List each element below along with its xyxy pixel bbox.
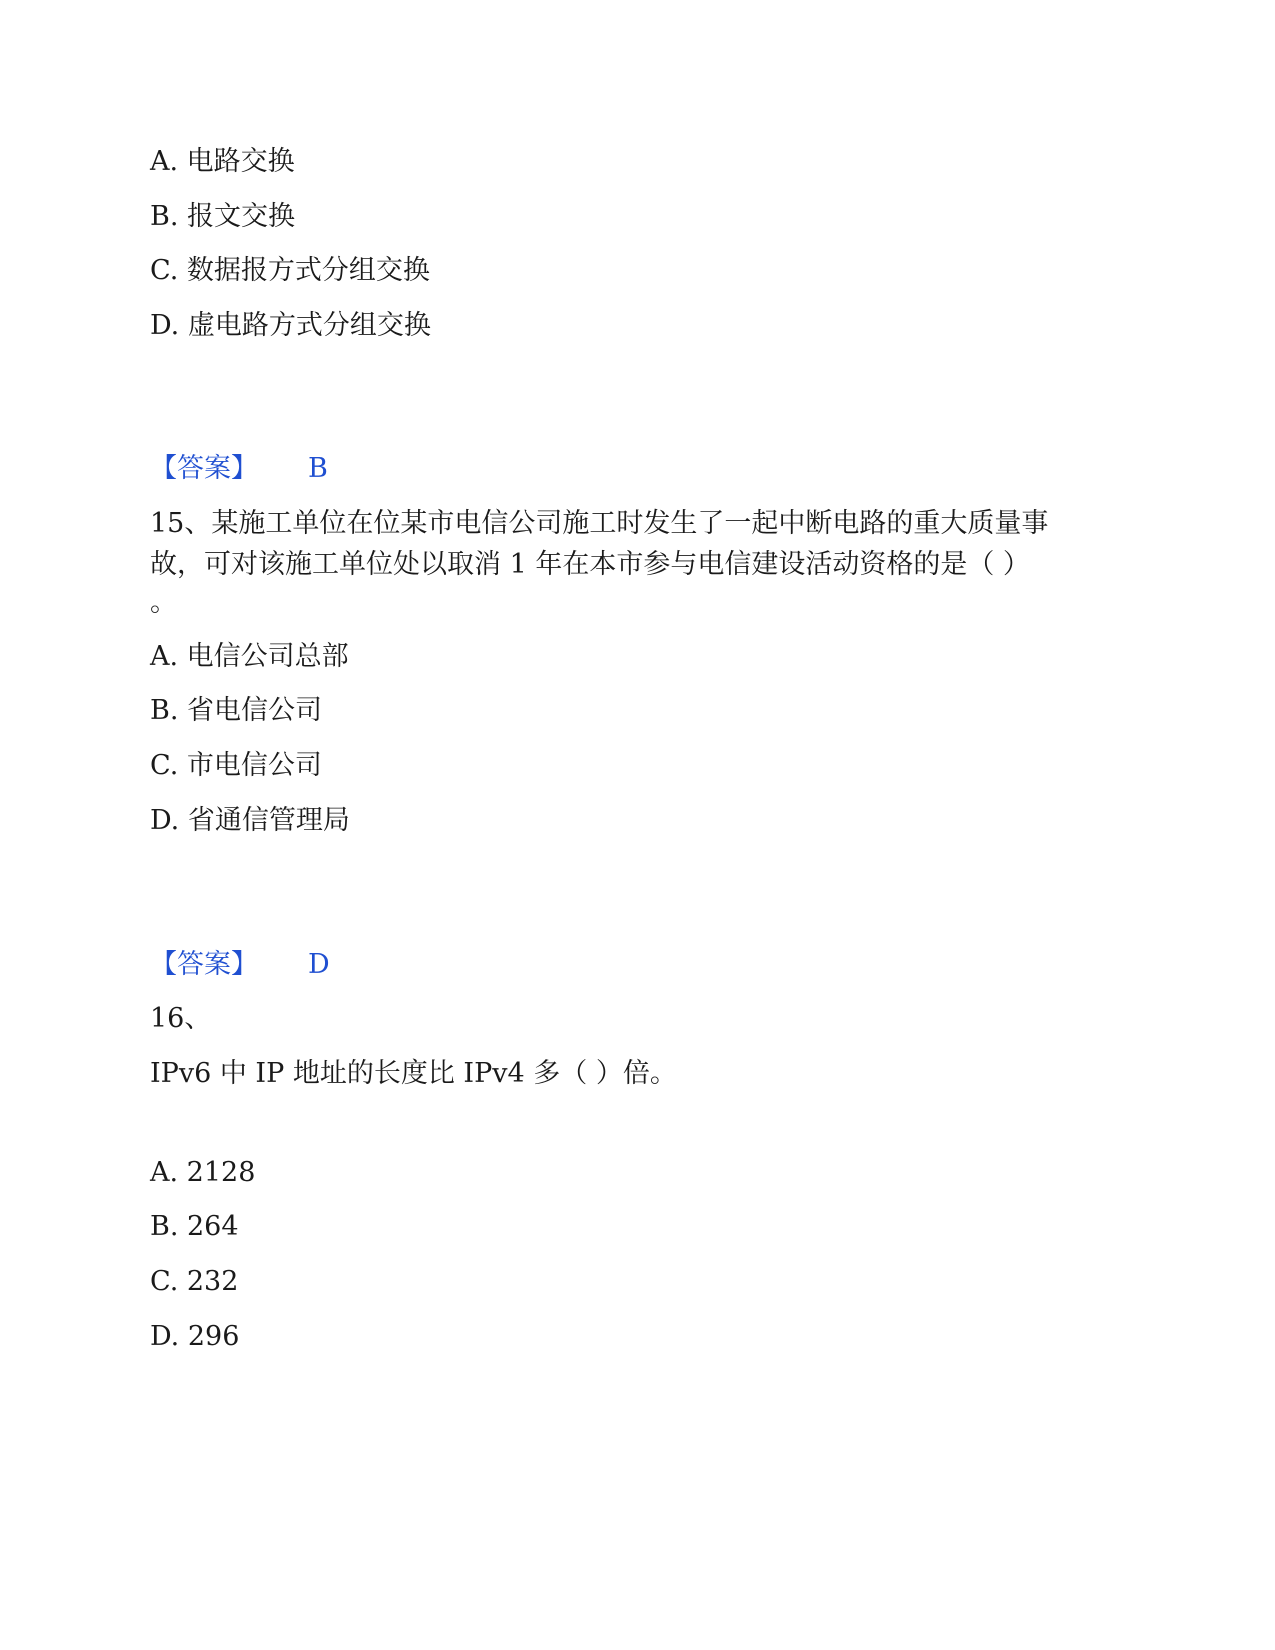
q15-option-a: A. 电信公司总部 <box>150 641 349 672</box>
q14-option-a: A. 电路交换 <box>150 146 295 177</box>
q14-answer-value: B <box>308 453 328 484</box>
q14-answer-label: 【答案】 <box>150 453 258 484</box>
q15-option-c: C. 市电信公司 <box>150 750 322 781</box>
q16-stem: IPv6 中 IP 地址的长度比 IPv4 多（ ）倍。 <box>150 1058 677 1089</box>
q16-number: 16、 <box>150 1003 212 1034</box>
q14-option-d: D. 虚电路方式分组交换 <box>150 310 431 341</box>
q16-option-d: D. 296 <box>150 1321 240 1352</box>
q15-option-d: D. 省通信管理局 <box>150 805 350 836</box>
q15-answer-label: 【答案】 <box>150 949 258 980</box>
q16-option-a: A. 2128 <box>150 1157 256 1188</box>
q15-stem-line-1: 15、某施工单位在位某市电信公司施工时发生了一起中断电路的重大质量事 <box>150 508 1049 539</box>
q15-stem-line-3: 。 <box>150 587 177 618</box>
q15-answer-value: D <box>308 949 330 980</box>
q14-option-b: B. 报文交换 <box>150 201 296 232</box>
q14-option-c: C. 数据报方式分组交换 <box>150 255 430 286</box>
q16-option-b: B. 264 <box>150 1211 239 1242</box>
q15-option-b: B. 省电信公司 <box>150 695 323 726</box>
q14-answer <box>150 452 328 486</box>
q16-option-c: C. 232 <box>150 1266 239 1297</box>
q15-stem-line-2: 故，可对该施工单位处以取消 1 年在本市参与电信建设活动资格的是（ ） <box>150 549 1030 580</box>
q15-answer <box>150 948 330 982</box>
